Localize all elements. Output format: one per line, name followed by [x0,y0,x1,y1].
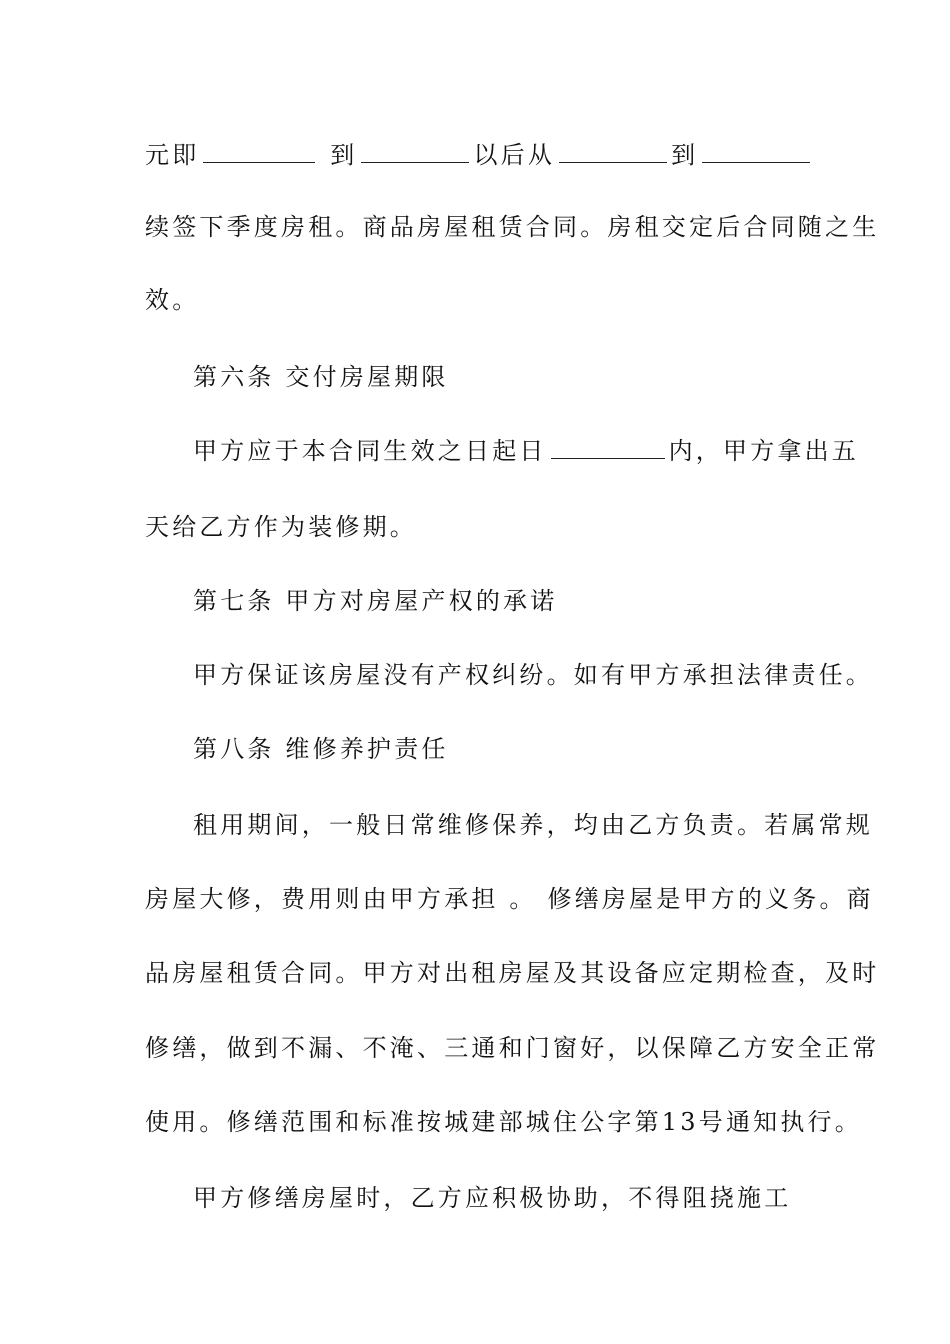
blank-field-3[interactable] [559,142,667,163]
delivery-term-line [193,436,858,466]
text-yuan-ji: 元即 [145,141,200,169]
text-dao-1: 到 [330,141,358,169]
paragraph-line: 甲方修缮房屋时，乙方应积极协助，不得阻挠施工 [193,1184,792,1212]
text-yi-hou-cong: 以后从 [473,141,556,169]
paragraph-line: 天给乙方作为装修期。 [145,513,417,541]
blank-field-1[interactable] [203,142,315,163]
paragraph-line: 使用。修缮范围和标准按城建部城住公字第13号通知执行。 [145,1108,862,1136]
paragraph-line: 租用期间，一般日常维修保养，均由乙方负责。若属常规 [193,811,873,839]
paragraph-line: 修缮，做到不漏、不淹、三通和门窗好，以保障乙方安全正常 [145,1034,880,1062]
delivery-text: 甲方应于本合同生效之日起日 [193,437,547,465]
rent-period-line [145,140,810,170]
paragraph-line: 甲方保证该房屋没有产权纠纷。如有甲方承担法律责任。 [193,661,873,689]
blank-field-4[interactable] [702,142,810,163]
article-8-heading: 第八条 维修养护责任 [193,735,449,763]
paragraph-line: 效。 [145,286,200,314]
delivery-text-cont: 内，甲方拿出五 [668,437,860,465]
article-6-heading: 第六条 交付房屋期限 [193,363,449,391]
article-7-heading: 第七条 甲方对房屋产权的承诺 [193,587,558,615]
paragraph-line: 房屋大修，费用则由甲方承担 。 修缮房屋是甲方的义务。商 [145,885,874,913]
text-dao-2: 到 [671,141,699,169]
paragraph-line: 续签下季度房租。商品房屋租赁合同。房租交定后合同随之生 [145,213,880,241]
paragraph-line: 品房屋租赁合同。甲方对出租房屋及其设备应定期检查，及时 [145,959,880,987]
blank-field-2[interactable] [361,142,469,163]
blank-field-days[interactable] [551,438,665,459]
